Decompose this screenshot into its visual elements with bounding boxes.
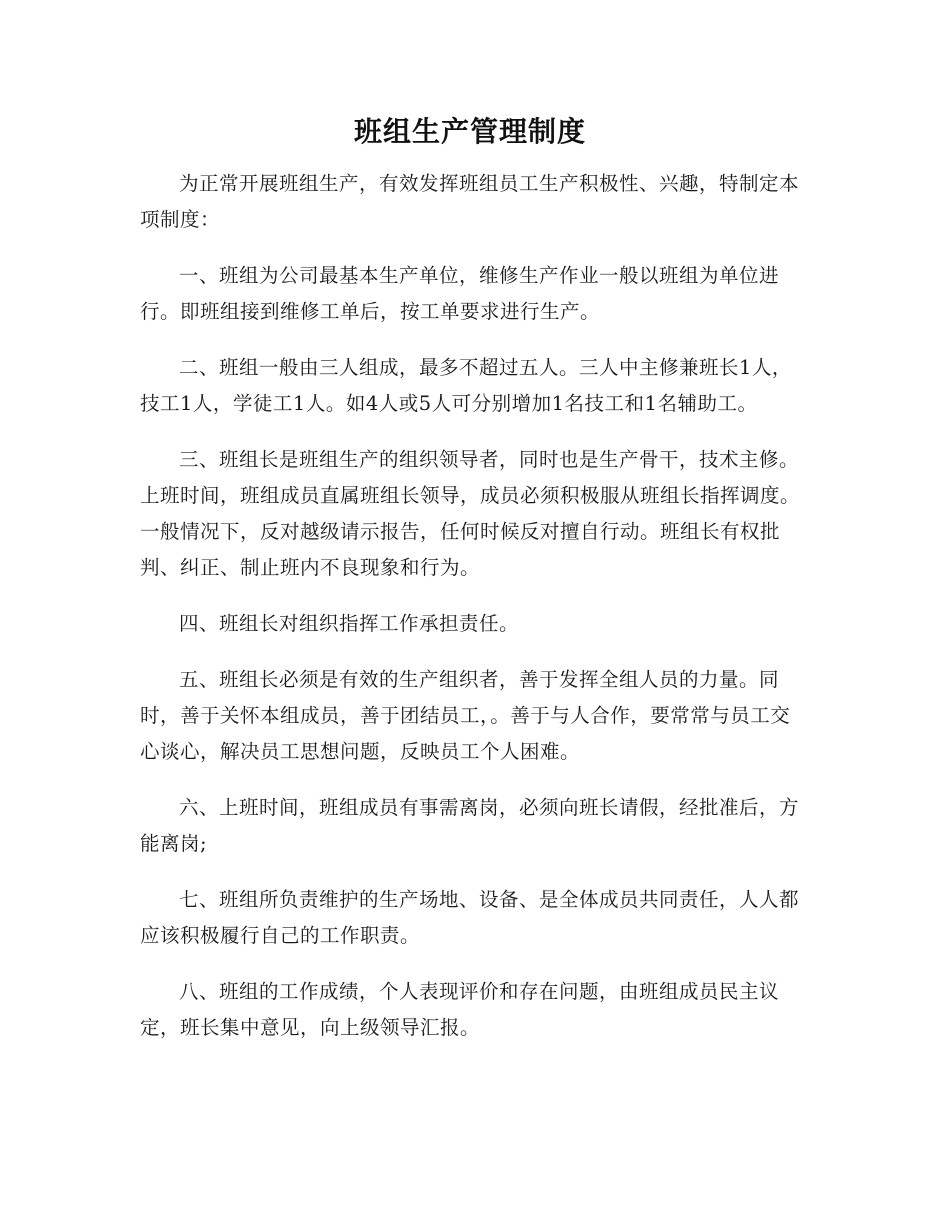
document-title: 班组生产管理制度: [353, 115, 586, 148]
clause-5-paragraph: 五、班组长必须是有效的生产组织者，善于发挥全组人员的力量。同时，善于关怀本组成员，善于团结员工，。善于与人合作，要常常与员工交心谈心，解决员工思想问题，反映员工个人困难。: [140, 668, 791, 763]
clause-8-paragraph: 八、班组的工作成绩，个人表现评价和存在问题，由班组成员民主议定，班长集中意见，向上级领导汇报。: [140, 980, 780, 1039]
clause-3-paragraph: 三、班组长是班组生产的组织领导者，同时也是生产骨干，技术主修。上班时间，班组成员直属班组长领导，成员必须积极服从班组长指挥调度。一般情况下，反对越级请示报告，任何时候反对擅自行动。班组长有权批判、纠正、制止班内不良现象和行为。: [140, 448, 801, 579]
intro-paragraph: 为正常开展班组生产，有效发挥班组员工生产积极性、兴趣，特制定本项制度：: [140, 172, 800, 231]
clause-4-paragraph: 四、班组长对组织指挥工作承担责任。: [179, 612, 520, 635]
clause-1-paragraph: 一、班组为公司最基本生产单位，维修生产作业一般以班组为单位进行。即班组接到维修工单后，按工单要求进行生产。: [140, 264, 780, 323]
clause-7-paragraph: 七、班组所负责维护的生产场地、设备、是全体成员共同责任，人人都应该积极履行自己的工作职责。: [140, 888, 800, 947]
clause-6-paragraph: 六、上班时间，班组成员有事需离岗，必须向班长请假，经批准后，方能离岗;: [140, 796, 800, 855]
clause-2-paragraph: 二、班组一般由三人组成，最多不超过五人。三人中主修兼班长1人，技工1人，学徒工1人。如4人或5人可分别增加1名技工和1名辅助工。: [140, 356, 792, 415]
